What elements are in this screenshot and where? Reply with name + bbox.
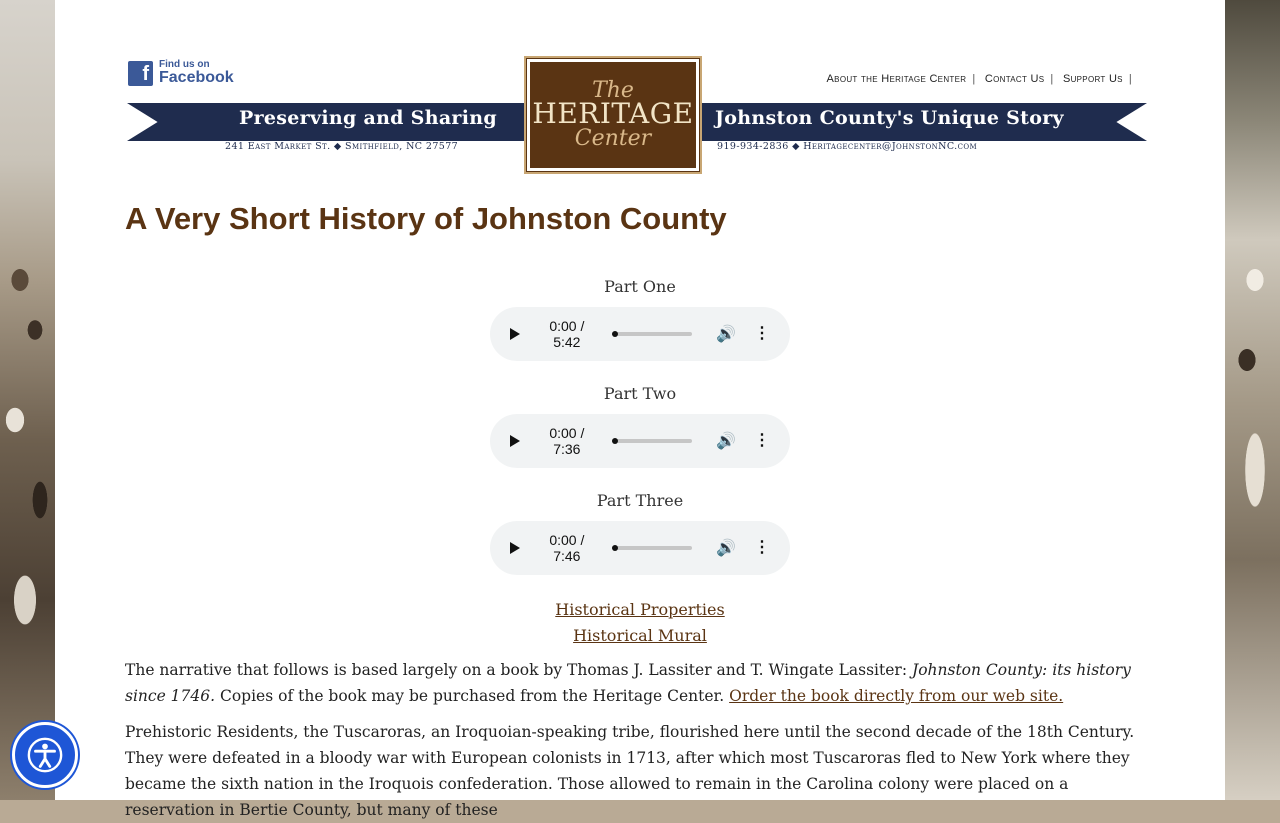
facebook-small-text: Find us on <box>159 59 210 70</box>
related-links <box>55 597 1225 649</box>
logo-the: The <box>592 78 634 103</box>
facebook-text <box>159 60 234 86</box>
volume-icon[interactable]: 🔊 <box>716 326 736 343</box>
logo-center: Center <box>574 126 652 151</box>
facebook-link[interactable] <box>128 60 234 86</box>
more-options-icon[interactable]: ⋮ <box>754 432 770 449</box>
audio-player-part-two[interactable] <box>490 414 790 468</box>
audio-players <box>55 276 1225 597</box>
book-title: Johnston County: its history since 1746. <box>125 661 1131 705</box>
audio-player-part-three[interactable] <box>490 521 790 575</box>
play-icon[interactable] <box>510 328 520 340</box>
part-two-label: Part Two <box>603 384 677 403</box>
audio-progress-slider[interactable] <box>612 546 692 550</box>
intro-paragraph <box>125 657 1145 709</box>
intro-text-2: Copies of the book may be purchased from the Heritage Center. <box>215 687 730 705</box>
accessibility-button[interactable] <box>12 722 78 788</box>
background-photo-left <box>0 0 55 800</box>
nav-support[interactable]: Support Us <box>1062 73 1123 85</box>
audio-time: 0:00 / 7:36 <box>549 425 585 457</box>
page-title: A Very Short History of Johnston County <box>125 201 727 236</box>
audio-progress-slider[interactable] <box>612 439 692 443</box>
nav-separator: | <box>972 73 976 85</box>
part-three-label: Part Three <box>596 491 684 510</box>
historical-mural-link[interactable]: Historical Mural <box>573 626 707 645</box>
history-paragraph: Prehistoric Residents, the Tuscaroras, an Iroquoian-speaking tribe, flourished here until the second decade of the 18th Century. They were defeated in a bloody war with European colonists in 1713, after which most Tuscaroras fled to New York where they became the sixth nation in the Iroquois confederation. Those allowed to remain in the Carolina colony were placed on a reservation in Bertie County, but many of these <box>125 723 1135 819</box>
audio-time: 0:00 / 7:46 <box>549 532 585 564</box>
main-content <box>55 0 1225 819</box>
order-book-link[interactable]: Order the book directly from our web site. <box>729 687 1064 705</box>
more-options-icon[interactable]: ⋮ <box>754 325 770 342</box>
nav-contact[interactable]: Contact Us <box>984 73 1045 85</box>
audio-player-part-one[interactable] <box>490 307 790 361</box>
part-one-label: Part One <box>604 277 676 296</box>
logo-heritage: HERITAGE <box>532 97 694 130</box>
volume-icon[interactable]: 🔊 <box>716 540 736 557</box>
more-options-icon[interactable]: ⋮ <box>754 539 770 556</box>
nav-about[interactable]: About the Heritage Center <box>826 73 967 85</box>
background-photo-right <box>1225 0 1280 800</box>
contact-line: 919-934-2836 ◆ Heritagecenter@JohnstonNC.com <box>717 141 978 152</box>
progress-knob[interactable] <box>612 545 618 551</box>
play-icon[interactable] <box>510 435 520 447</box>
heritage-center-logo[interactable] <box>524 56 702 174</box>
address-line: 241 East Market St. ◆ Smithfield, NC 27577 <box>225 141 459 152</box>
audio-time: 0:00 / 5:42 <box>549 318 585 350</box>
audio-progress-slider[interactable] <box>612 332 692 336</box>
nav-separator: | <box>1050 73 1054 85</box>
play-icon[interactable] <box>510 542 520 554</box>
intro-text-1: The narrative that follows is based largely on a book by Thomas J. Lassiter and T. Wingate Lassiter: <box>125 661 912 679</box>
progress-knob[interactable] <box>612 331 618 337</box>
facebook-big-text: Facebook <box>159 69 234 86</box>
top-navigation <box>824 73 1135 85</box>
progress-knob[interactable] <box>612 438 618 444</box>
facebook-icon: f <box>128 61 153 86</box>
banner-left-text: Preserving and Sharing <box>239 107 497 129</box>
accessibility-icon <box>26 736 64 774</box>
banner-right-text: Johnston County's Unique Story <box>715 107 1064 129</box>
historical-properties-link[interactable]: Historical Properties <box>555 600 725 619</box>
volume-icon[interactable]: 🔊 <box>716 433 736 450</box>
nav-separator: | <box>1128 73 1132 85</box>
